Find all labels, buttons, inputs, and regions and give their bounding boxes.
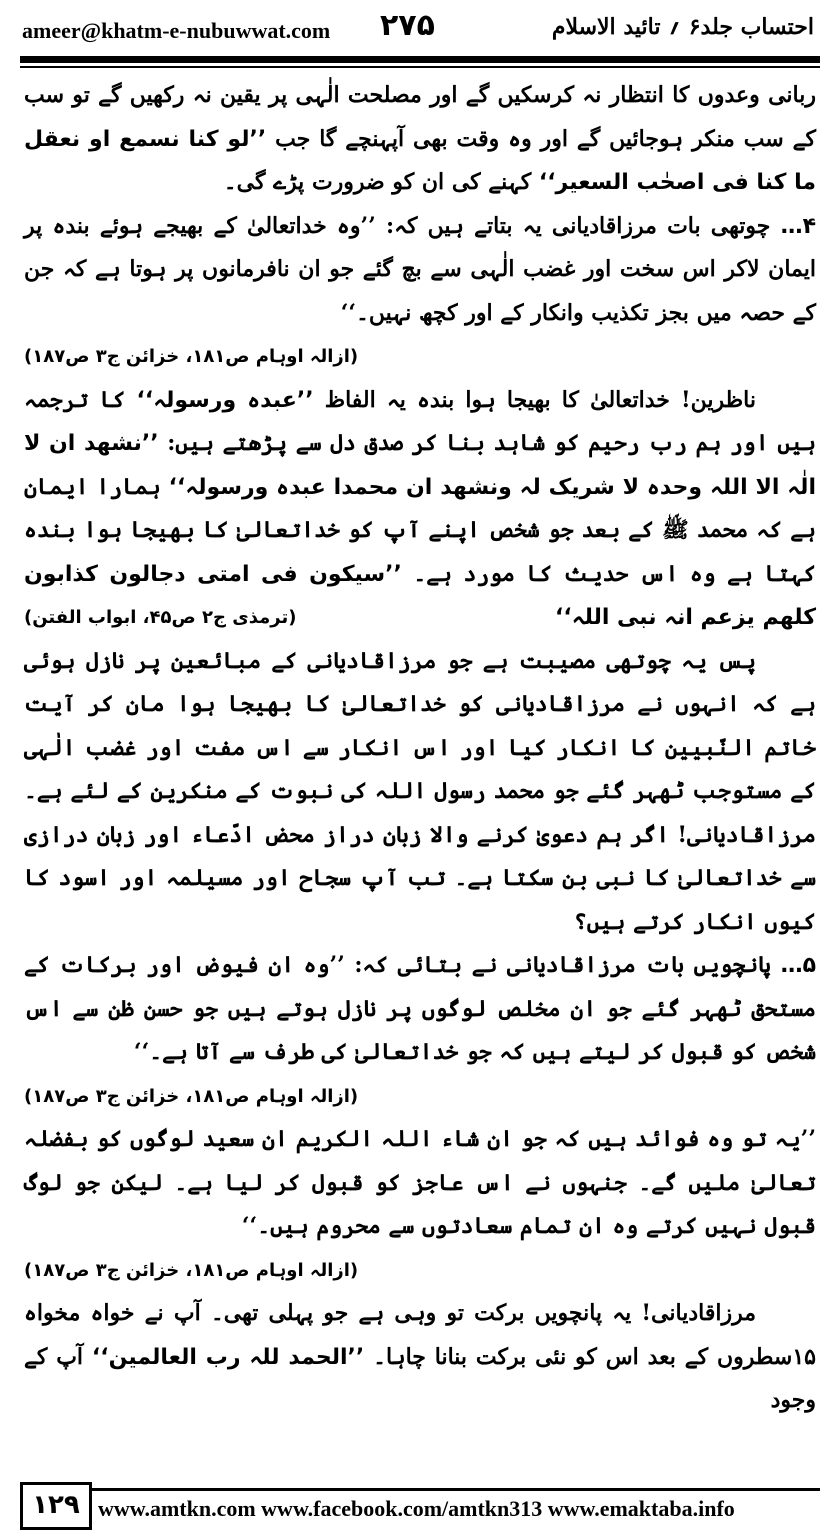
header-rule-thick	[20, 56, 820, 63]
paragraph-7	[24, 1292, 816, 1423]
paragraph-5	[24, 944, 816, 1107]
paragraph-1	[24, 74, 816, 205]
p7-end: آپ کے وجود	[24, 1343, 816, 1413]
p2-text: چوتھی بات مرزاقادیانی یہ بتاتے ہیں کہ: ’’وہ خداتعالیٰ کے بھیجے ہوئے بندہ پر ایمان لاکر اس سخت اور غضب الٰہی سے بچ گئے جو ان نافرمانوں پر ہوتا ہے کہ جن کے حصہ میں بجز تکذیب وانکار کے اور کچھ نہیں۔‘‘	[24, 212, 816, 326]
p3-arabic-2: ’’نشھد ان لا الٰہ الا اللہ وحدہ لا شریک لہ ونشھد ان محمدا عبدہ ورسولہ‘‘	[24, 431, 816, 500]
p6-text: ’’یہ تو وہ فوائد ہیں کہ جو ان شاء اللہ الکریم ان سعید لوگوں کو بفضلہ تعالیٰ ملیں گے۔ جنہوں نے اس عاجز کو قبول کر لیا ہے۔ لیکن جو لوگ قبول نہیں کرتے وہ ان تمام سعادتوں سے محروم ہیں۔‘‘	[24, 1126, 816, 1239]
p1-arabic-quote: ’’لو کنا نسمع او نعقل ما کنا فی اصحٰب السعیر‘‘	[24, 126, 816, 195]
p2-reference: (ازالہ اوہام ص۱۸۱، خزائن ج۳ ص۱۸۷)	[24, 346, 359, 367]
p3-text-c: ہمارا ایمان ہے کہ محمد ﷺ کے بعد جو شخص اپنے آپ کو خداتعالیٰ کا بھیجا ہوا بندہ کہتا ہے وہ اس حدیث کا مورد ہے۔	[24, 473, 816, 587]
p3-text-b: کا ترجمہ ہیں اور ہم رب رحیم کو شاہد بنا کر صدق دل سے پڑھتے ہیں:	[24, 386, 816, 456]
p2-number: ۴…	[780, 213, 816, 239]
p3-text-a: ناظرین! خداتعالیٰ کا بھیجا ہوا بندہ یہ الفاظ	[313, 386, 756, 413]
p5-text: پانچویں بات مرزاقادیانی نے بتائی کہ: ’’وہ ان فیوض اور برکات کے مستحق ٹھہر گئے جو ان مخلص لوگوں پر نازل ہوتے ہیں جو حسن ظن سے اس شخص کو قبول کر لیتے ہیں کہ جو خداتعالیٰ کی طرف سے آتا ہے۔‘‘	[24, 952, 816, 1065]
page-footer	[0, 1482, 840, 1540]
header-page-number: ۲۷۵	[380, 8, 435, 43]
p1-end: کہنے کی ان کو ضرورت پڑے گی۔	[223, 169, 539, 195]
p3-arabic-1: ’’عبدہ ورسولہ‘‘	[136, 387, 314, 413]
paragraph-6	[24, 1118, 816, 1281]
p3-reference: (ترمذی ج۲ ص۴۵، ابواب الفتن)	[24, 607, 297, 628]
header-rule-thin	[20, 66, 820, 68]
footer-rule	[90, 1488, 820, 1491]
page-body	[24, 74, 816, 1474]
paragraph-4	[24, 640, 816, 945]
paragraph-2	[24, 205, 816, 367]
p4-text: پس یہ چوتھی مصیبت ہے جو مرزاقادیانی کے مبائعین پر نازل ہوئی ہے کہ انہوں نے مرزاقادیانی کو خداتعالیٰ کا بھیجا ہوا مان کر آیت خاتم النّبیین کا انکار کیا اور اس انکار سے اس مفت اور غضب الٰہی کے مستوجب ٹھہر گئے جو محمد رسول اللہ کی نبوت کے منکرین کے لئے ہے۔ مرزاقادیانی! اگر ہم دعویٰ کرنے والا زبان دراز محض ادّعاء اور زبان درازی سے خداتعالیٰ کا نبی بن سکتا ہے۔ تب آپ سجاح اور مسیلمہ اور اسود کا کیوں انکار کرتے ہیں؟	[24, 647, 816, 935]
p6-reference: (ازالہ اوہام ص۱۸۱، خزائن ج۳ ص۱۸۷)	[24, 1259, 359, 1281]
p7-arabic: ’’الحمد للہ رب العالمین‘‘	[91, 1344, 365, 1370]
header-email[interactable]: ameer@khatm-e-nubuwwat.com	[22, 18, 331, 43]
p7-text: مرزاقادیانی! یہ پانچویں برکت تو وہی ہے جو پہلی تھی۔ آپ نے خواہ مخواہ ۱۵سطروں کے بعد اس کو نئی برکت بنانا چاہا۔	[24, 1300, 816, 1370]
header-book-title: احتساب جلد۶ ؍ تائید الاسلام	[551, 14, 814, 40]
footer-page-number: ۱۲۹	[20, 1482, 92, 1530]
page-header	[0, 0, 840, 56]
footer-urls[interactable]: www.amtkn.com www.facebook.com/amtkn313 www.emaktaba.info	[98, 1496, 735, 1521]
p5-number: ۵…	[780, 953, 816, 978]
p1-text: ربانی وعدوں کا انتظار نہ کرسکیں گے اور مصلحت الٰہی پر یقین نہ رکھیں گے تو سب کے سب منکر ہوجائیں گے اور وہ وقت بھی آپہنچے گا جب	[24, 82, 816, 152]
paragraph-3	[24, 379, 816, 640]
p3-arabic-3: ’’سیکون فی امتی دجالون کذابون کلھم یزعم انہ نبی اللہ‘‘	[24, 561, 816, 630]
p5-reference: (ازالہ اوہام ص۱۸۱، خزائن ج۳ ص۱۸۷)	[24, 1085, 359, 1107]
